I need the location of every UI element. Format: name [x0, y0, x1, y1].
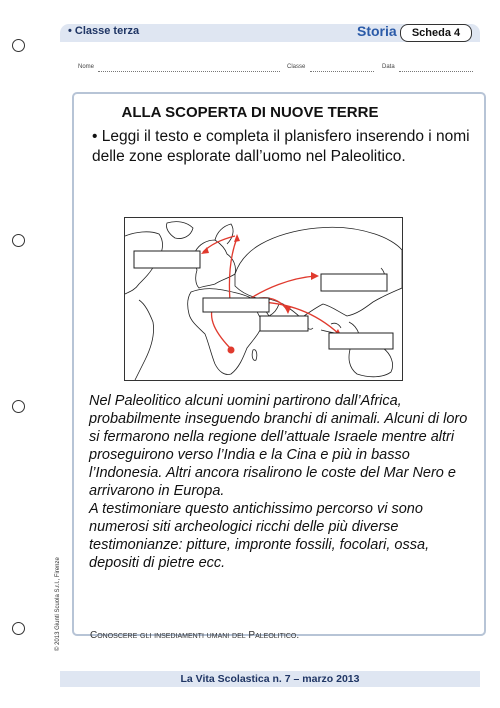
- reading-paragraph-2: A testimoniare questo antichissimo percorso vi sono numerosi siti archeologici ricchi delle più diverse testimonianze: pitture, impronte fossili, focolari, ossa, depositi di pietre ecc.: [89, 501, 430, 571]
- copyright-notice: © 2013 Giunti Scuola S.r.l., Firenze: [55, 557, 61, 651]
- answer-box-europe[interactable]: [134, 251, 200, 268]
- field-classe-line[interactable]: [310, 71, 374, 72]
- punch-hole-top: [12, 39, 25, 52]
- reading-text: [89, 392, 481, 572]
- page-title: ALLA SCOPERTA DI NUOVE TERRE: [121, 104, 379, 121]
- punch-hole-middle-upper: [12, 234, 25, 247]
- origin-dot: [228, 347, 235, 354]
- field-nome-line[interactable]: [98, 71, 280, 72]
- class-label: • Classe terza: [68, 25, 140, 37]
- answer-box-indonesia[interactable]: [329, 333, 393, 349]
- answer-box-india[interactable]: [260, 316, 308, 331]
- answer-box-israel[interactable]: [203, 298, 269, 312]
- field-classe-label: Classe: [287, 64, 306, 70]
- footer-band: La Vita Scolastica n. 7 – marzo 2013: [60, 671, 480, 687]
- field-data-label: Data: [382, 64, 395, 70]
- learning-objective: Conoscere gli insediamenti umani del Paleolitico.: [90, 630, 300, 641]
- punch-hole-bottom: [12, 622, 25, 635]
- field-data-line[interactable]: [399, 71, 473, 72]
- subject-label: Storia: [357, 23, 397, 39]
- punch-hole-middle-lower: [12, 400, 25, 413]
- field-nome-label: Nome: [78, 64, 95, 70]
- instruction-text: • Leggi il testo e completa il planisfero inserendo i nomi delle zone esplorate dall’uomo nel Paleolitico.: [92, 128, 470, 165]
- sheet-badge: Scheda 4: [400, 24, 472, 42]
- world-map: [124, 217, 403, 381]
- reading-paragraph-1: Nel Paleolitico alcuni uomini partirono dall’Africa, probabilmente inseguendo branchi di animali. Alcuni di loro si fermarono nella regione dell’attuale Israele mentre altri proseguirono verso l’India e la Cina e più in basso l’Indonesia. Altri ancora risalirono le coste del Mar Nero e arrivarono in Europa.: [89, 393, 468, 499]
- answer-boxes: [134, 251, 393, 349]
- world-map-drawing: [125, 218, 402, 380]
- answer-box-china[interactable]: [321, 274, 387, 291]
